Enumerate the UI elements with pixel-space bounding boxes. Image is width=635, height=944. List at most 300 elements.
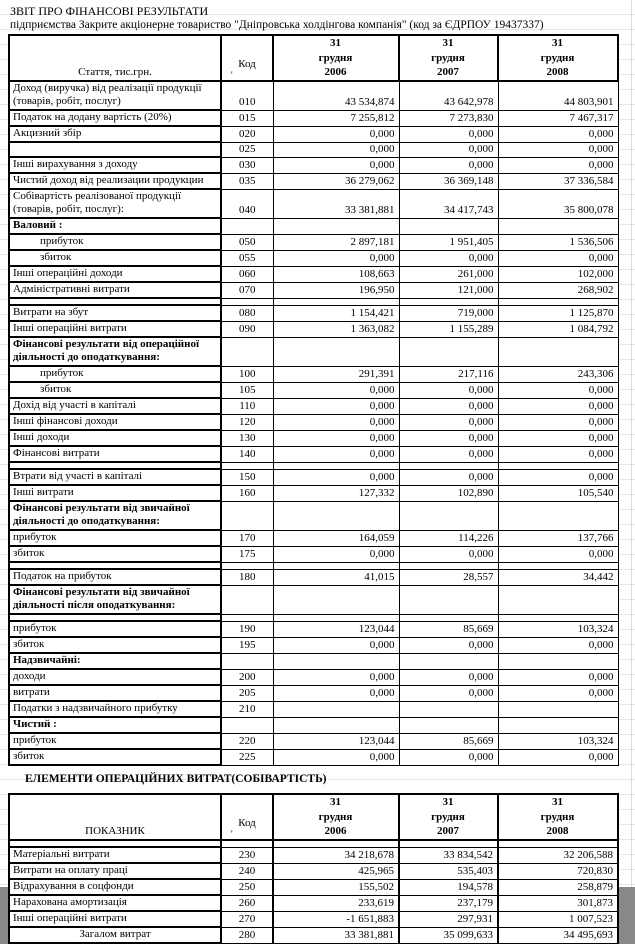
row-label: Податок на додану вартість (20%): [9, 110, 221, 126]
section-row: [9, 653, 618, 669]
row-value: 32 206,588: [498, 847, 618, 863]
left-border-stub: [8, 711, 10, 739]
row-code: 090: [221, 321, 273, 337]
row-label: Інші витрати: [9, 485, 221, 501]
row-value: 36 369,148: [399, 173, 498, 189]
date-year: 2008: [546, 66, 569, 78]
row-label: Інші операційні витрати: [9, 911, 221, 927]
row-value: 7 255,812: [273, 110, 399, 126]
table-row: [9, 749, 618, 765]
row-code: 120: [221, 414, 273, 430]
row-label: [9, 462, 221, 469]
row-label: Адміністративні витрати: [9, 282, 221, 298]
section-row: [9, 717, 618, 733]
date-year: 2007: [437, 66, 459, 78]
table-row: [9, 430, 618, 446]
row-value: [399, 562, 498, 569]
row-value: 103,324: [498, 621, 618, 637]
row-value: 121,000: [399, 282, 498, 298]
table-row: [9, 81, 618, 110]
row-value: 37 336,584: [498, 173, 618, 189]
row-value: 1 536,506: [498, 234, 618, 250]
row-code: 240: [221, 863, 273, 879]
table-row: [9, 485, 618, 501]
row-label: Інші фінансові доходи: [9, 414, 221, 430]
row-value: [498, 840, 618, 847]
report-title: ЗВІТ ПРО ФІНАНСОВІ РЕЗУЛЬТАТИ: [10, 4, 209, 18]
row-value: 41,015: [273, 569, 399, 585]
row-value: 155,502: [273, 879, 399, 895]
row-label: [9, 840, 221, 847]
row-code: [221, 462, 273, 469]
row-value: 28,557: [399, 569, 498, 585]
row-value: 1 363,082: [273, 321, 399, 337]
row-code: 210: [221, 701, 273, 717]
row-value: 261,000: [399, 266, 498, 282]
row-code: 110: [221, 398, 273, 414]
table-row: [9, 173, 618, 189]
row-value: 0,000: [498, 250, 618, 266]
row-code: 040: [221, 189, 273, 218]
row-value: [399, 717, 498, 733]
row-value: 0,000: [498, 685, 618, 701]
row-label: Інші операційні витрати: [9, 321, 221, 337]
row-value: [498, 717, 618, 733]
table-row: [9, 863, 618, 879]
row-value: 237,179: [399, 895, 498, 911]
table-header-row: [9, 794, 618, 840]
row-value: 0,000: [498, 126, 618, 142]
row-label: [9, 142, 221, 157]
date-year: 2006: [324, 825, 347, 837]
table-row: [9, 637, 618, 653]
row-value: 33 381,881: [273, 927, 399, 943]
table-row: [9, 733, 618, 749]
section-row: [9, 501, 618, 530]
row-label: Фінансові результати від операційної діяльності до оподаткування:: [9, 337, 221, 366]
row-code: 260: [221, 895, 273, 911]
row-code: [221, 840, 273, 847]
row-value: 258,879: [498, 879, 618, 895]
row-value: 268,902: [498, 282, 618, 298]
row-value: 0,000: [498, 157, 618, 173]
row-value: 34 417,743: [399, 189, 498, 218]
row-value: [273, 717, 399, 733]
row-code: 130: [221, 430, 273, 446]
table-row: [9, 282, 618, 298]
row-label: прибуток: [9, 530, 221, 546]
row-value: 137,766: [498, 530, 618, 546]
table-row: [9, 469, 618, 485]
row-label: збиток: [9, 749, 221, 765]
row-value: 1 951,405: [399, 234, 498, 250]
row-value: 103,324: [498, 733, 618, 749]
row-value: 0,000: [273, 126, 399, 142]
section-row: [9, 585, 618, 614]
row-value: 0,000: [498, 398, 618, 414]
row-value: [399, 653, 498, 669]
row-label: Витрати на збут: [9, 305, 221, 321]
row-label: прибуток: [9, 366, 221, 382]
row-label: Чистий :: [9, 717, 221, 733]
row-label: Валовий :: [9, 218, 221, 234]
row-value: 719,000: [399, 305, 498, 321]
row-value: 85,669: [399, 733, 498, 749]
spacer-row: [9, 462, 618, 469]
row-value: 1 154,421: [273, 305, 399, 321]
financial-results-table: [8, 34, 619, 766]
row-code: [221, 585, 273, 614]
date-day: 31: [330, 796, 341, 808]
date-year: 2007: [437, 825, 459, 837]
row-code: 050: [221, 234, 273, 250]
row-value: [399, 701, 498, 717]
row-value: 105,540: [498, 485, 618, 501]
date-month: грудня: [431, 810, 465, 823]
row-label: Матеріальні витрати: [9, 847, 221, 863]
row-value: [498, 298, 618, 305]
row-code: [221, 614, 273, 621]
row-value: 0,000: [273, 430, 399, 446]
row-value: 243,306: [498, 366, 618, 382]
row-value: 0,000: [498, 546, 618, 562]
section2-title: ЕЛЕМЕНТИ ОПЕРАЦІЙНИХ ВИТРАТ(СОБІВАРТІСТЬ): [25, 773, 327, 785]
row-value: 0,000: [498, 637, 618, 653]
row-value: 1 007,523: [498, 911, 618, 927]
row-value: [399, 298, 498, 305]
table-row: [9, 266, 618, 282]
row-value: 0,000: [498, 469, 618, 485]
row-label: Загалом витрат: [9, 927, 221, 943]
row-value: 0,000: [399, 430, 498, 446]
row-value: 0,000: [399, 398, 498, 414]
row-code: 105: [221, 382, 273, 398]
row-value: 0,000: [399, 250, 498, 266]
code-header-label: Код: [238, 817, 256, 829]
row-value: [399, 585, 498, 614]
row-value: 0,000: [399, 414, 498, 430]
row-value: [273, 218, 399, 234]
row-value: 0,000: [498, 749, 618, 765]
table-row: [9, 305, 618, 321]
table-row: [9, 911, 618, 927]
row-value: [399, 614, 498, 621]
row-code: 280: [221, 927, 273, 943]
date-day: 31: [442, 37, 454, 49]
row-value: 33 381,881: [273, 189, 399, 218]
table-row: [9, 366, 618, 382]
row-value: [273, 462, 399, 469]
row-value: 44 803,901: [498, 81, 618, 110]
row-code: 270: [221, 911, 273, 927]
row-value: 0,000: [399, 669, 498, 685]
row-value: 0,000: [498, 430, 618, 446]
column-header-date-2006: [273, 35, 399, 81]
row-code: 250: [221, 879, 273, 895]
date-day: 31: [552, 796, 563, 808]
code-header-label: Код: [238, 58, 256, 70]
row-value: 0,000: [498, 382, 618, 398]
table-row: [9, 126, 618, 142]
column-header-date-2008: [498, 794, 618, 840]
row-code: 230: [221, 847, 273, 863]
table-row: [9, 701, 618, 717]
row-value: 301,873: [498, 895, 618, 911]
table-row: [9, 110, 618, 126]
row-value: [399, 501, 498, 530]
row-code: 100: [221, 366, 273, 382]
row-value: 7 273,830: [399, 110, 498, 126]
row-value: 0,000: [399, 469, 498, 485]
row-value: 1 155,289: [399, 321, 498, 337]
row-value: 0,000: [273, 157, 399, 173]
report-subtitle: підприємства Закрите акціонерне товариство "Дніпровська холдінгова компанія" (код за ЄДРПОУ 19437337): [10, 19, 544, 31]
table-row: [9, 685, 618, 701]
row-value: 0,000: [273, 446, 399, 462]
row-label: [9, 298, 221, 305]
row-value: 36 279,062: [273, 173, 399, 189]
row-value: 0,000: [498, 142, 618, 157]
table-row: [9, 546, 618, 562]
table-row: [9, 446, 618, 462]
table-row: [9, 414, 618, 430]
row-value: 0,000: [399, 685, 498, 701]
table-row: [9, 569, 618, 585]
row-value: 720,830: [498, 863, 618, 879]
row-value: 0,000: [273, 749, 399, 765]
table-row: [9, 669, 618, 685]
row-code: 180: [221, 569, 273, 585]
date-day: 31: [552, 37, 563, 49]
row-value: [273, 585, 399, 614]
row-value: -1 651,883: [273, 911, 399, 927]
row-code: 070: [221, 282, 273, 298]
row-value: 43 534,874: [273, 81, 399, 110]
table-row: [9, 895, 618, 911]
column-header-date-2007: [399, 35, 498, 81]
row-value: 0,000: [399, 126, 498, 142]
row-label: Акцизний збір: [9, 126, 221, 142]
row-code: 035: [221, 173, 273, 189]
column-header-code: [221, 35, 273, 81]
row-label: Податок на прибуток: [9, 569, 221, 585]
row-value: 0,000: [273, 637, 399, 653]
section-row: [9, 337, 618, 366]
row-code: [221, 717, 273, 733]
table-row: [9, 927, 618, 943]
row-value: 0,000: [273, 546, 399, 562]
row-value: [273, 840, 399, 847]
date-day: 31: [330, 37, 341, 49]
row-label: Доход (виручка) від реалізації продукції (товарів, робіт, послуг): [9, 81, 221, 110]
spacer-row: [9, 298, 618, 305]
row-value: 127,332: [273, 485, 399, 501]
row-label: прибуток: [9, 733, 221, 749]
table-row: [9, 157, 618, 173]
column-header-date-2006: [273, 794, 399, 840]
date-year: 2006: [324, 66, 347, 78]
column-header-indicator: ПОКАЗНИК: [9, 794, 221, 840]
table-row: [9, 382, 618, 398]
row-value: 0,000: [399, 749, 498, 765]
row-code: [221, 218, 273, 234]
row-value: 0,000: [399, 157, 498, 173]
row-value: [399, 218, 498, 234]
row-code: 055: [221, 250, 273, 266]
table-row: [9, 250, 618, 266]
row-label: Фінансові результати від звичайної діяльності після оподаткування:: [9, 585, 221, 614]
row-value: 108,663: [273, 266, 399, 282]
column-header-date-2007: [399, 794, 498, 840]
row-value: 1 125,870: [498, 305, 618, 321]
row-value: [498, 462, 618, 469]
row-value: 297,931: [399, 911, 498, 927]
row-label: витрати: [9, 685, 221, 701]
row-label: збиток: [9, 250, 221, 266]
column-header-article: Стаття, тис.грн.: [9, 35, 221, 81]
row-label: Інші операційні доходи: [9, 266, 221, 282]
row-value: [273, 701, 399, 717]
row-value: 102,000: [498, 266, 618, 282]
date-day: 31: [442, 796, 454, 808]
spacer-row: [9, 562, 618, 569]
row-value: [273, 337, 399, 366]
row-label: Відрахування в соцфонди: [9, 879, 221, 895]
row-value: 7 467,317: [498, 110, 618, 126]
row-label: Фінансові витрати: [9, 446, 221, 462]
row-label: збиток: [9, 546, 221, 562]
row-value: 0,000: [273, 142, 399, 157]
row-value: 291,391: [273, 366, 399, 382]
table-row: [9, 621, 618, 637]
table-row: [9, 142, 618, 157]
row-label: Фінансові результати від звичайної діяльності до оподаткування:: [9, 501, 221, 530]
row-value: 34,442: [498, 569, 618, 585]
row-code: 225: [221, 749, 273, 765]
row-label: Інші вирахування з доходу: [9, 157, 221, 173]
row-value: 34 495,693: [498, 927, 618, 943]
row-value: [498, 562, 618, 569]
row-code: [221, 501, 273, 530]
row-value: 2 897,181: [273, 234, 399, 250]
row-code: 140: [221, 446, 273, 462]
date-month: грудня: [318, 810, 353, 823]
row-value: [498, 701, 618, 717]
row-label: [9, 614, 221, 621]
row-value: 1 084,792: [498, 321, 618, 337]
row-code: 200: [221, 669, 273, 685]
row-label: Нарахована амортизація: [9, 895, 221, 911]
table-row: [9, 879, 618, 895]
row-label: Дохід від участі в капіталі: [9, 398, 221, 414]
table-row: [9, 189, 618, 218]
table-row: [9, 847, 618, 863]
spacer-row: [9, 840, 618, 847]
row-value: [273, 614, 399, 621]
table-row: [9, 530, 618, 546]
row-code: 150: [221, 469, 273, 485]
row-value: [273, 562, 399, 569]
date-month: грудня: [318, 51, 353, 64]
row-value: [273, 298, 399, 305]
row-value: 0,000: [399, 546, 498, 562]
row-value: 0,000: [498, 446, 618, 462]
row-label: Надзвичайні:: [9, 653, 221, 669]
row-code: [221, 337, 273, 366]
column-header-code: [221, 794, 273, 840]
row-value: 0,000: [399, 446, 498, 462]
row-value: [273, 501, 399, 530]
row-code: 020: [221, 126, 273, 142]
row-value: 196,950: [273, 282, 399, 298]
row-code: 205: [221, 685, 273, 701]
row-code: 060: [221, 266, 273, 282]
row-value: 0,000: [273, 414, 399, 430]
row-label: прибуток: [9, 234, 221, 250]
row-value: 114,226: [399, 530, 498, 546]
date-month: грудня: [431, 51, 465, 64]
row-value: 233,619: [273, 895, 399, 911]
row-value: 123,044: [273, 733, 399, 749]
row-code: 220: [221, 733, 273, 749]
row-value: 217,116: [399, 366, 498, 382]
row-value: 0,000: [399, 637, 498, 653]
row-label: прибуток: [9, 621, 221, 637]
row-label: Податки з надзвичайного прибутку: [9, 701, 221, 717]
row-value: [399, 462, 498, 469]
row-value: 0,000: [273, 250, 399, 266]
row-value: [498, 218, 618, 234]
row-value: 164,059: [273, 530, 399, 546]
table-row: [9, 398, 618, 414]
row-code: 170: [221, 530, 273, 546]
code-header-mark: ': [231, 70, 233, 80]
row-value: 123,044: [273, 621, 399, 637]
row-value: [498, 653, 618, 669]
row-value: [399, 840, 498, 847]
row-code: [221, 298, 273, 305]
row-code: 030: [221, 157, 273, 173]
row-value: 85,669: [399, 621, 498, 637]
row-value: 35 800,078: [498, 189, 618, 218]
row-value: [399, 337, 498, 366]
row-value: 0,000: [273, 382, 399, 398]
row-value: 102,890: [399, 485, 498, 501]
table-header-row: [9, 35, 618, 81]
row-code: 175: [221, 546, 273, 562]
row-value: 0,000: [498, 414, 618, 430]
row-label: Собівартість реалізованої продукції (товарів, робіт, послуг):: [9, 189, 221, 218]
date-month: грудня: [540, 810, 575, 823]
row-label: Інші доходи: [9, 430, 221, 446]
row-value: 0,000: [273, 398, 399, 414]
row-code: 025: [221, 142, 273, 157]
row-value: [498, 614, 618, 621]
row-value: 34 218,678: [273, 847, 399, 863]
row-value: 35 099,633: [399, 927, 498, 943]
row-label: Втрати від участі в капіталі: [9, 469, 221, 485]
row-code: 160: [221, 485, 273, 501]
row-value: 535,403: [399, 863, 498, 879]
row-value: 0,000: [399, 382, 498, 398]
row-label: [9, 562, 221, 569]
left-border-stub: [8, 879, 10, 887]
row-code: 190: [221, 621, 273, 637]
row-code: 015: [221, 110, 273, 126]
code-header-mark: ': [231, 829, 233, 839]
row-label: Витрати на оплату праці: [9, 863, 221, 879]
date-year: 2008: [546, 825, 569, 837]
